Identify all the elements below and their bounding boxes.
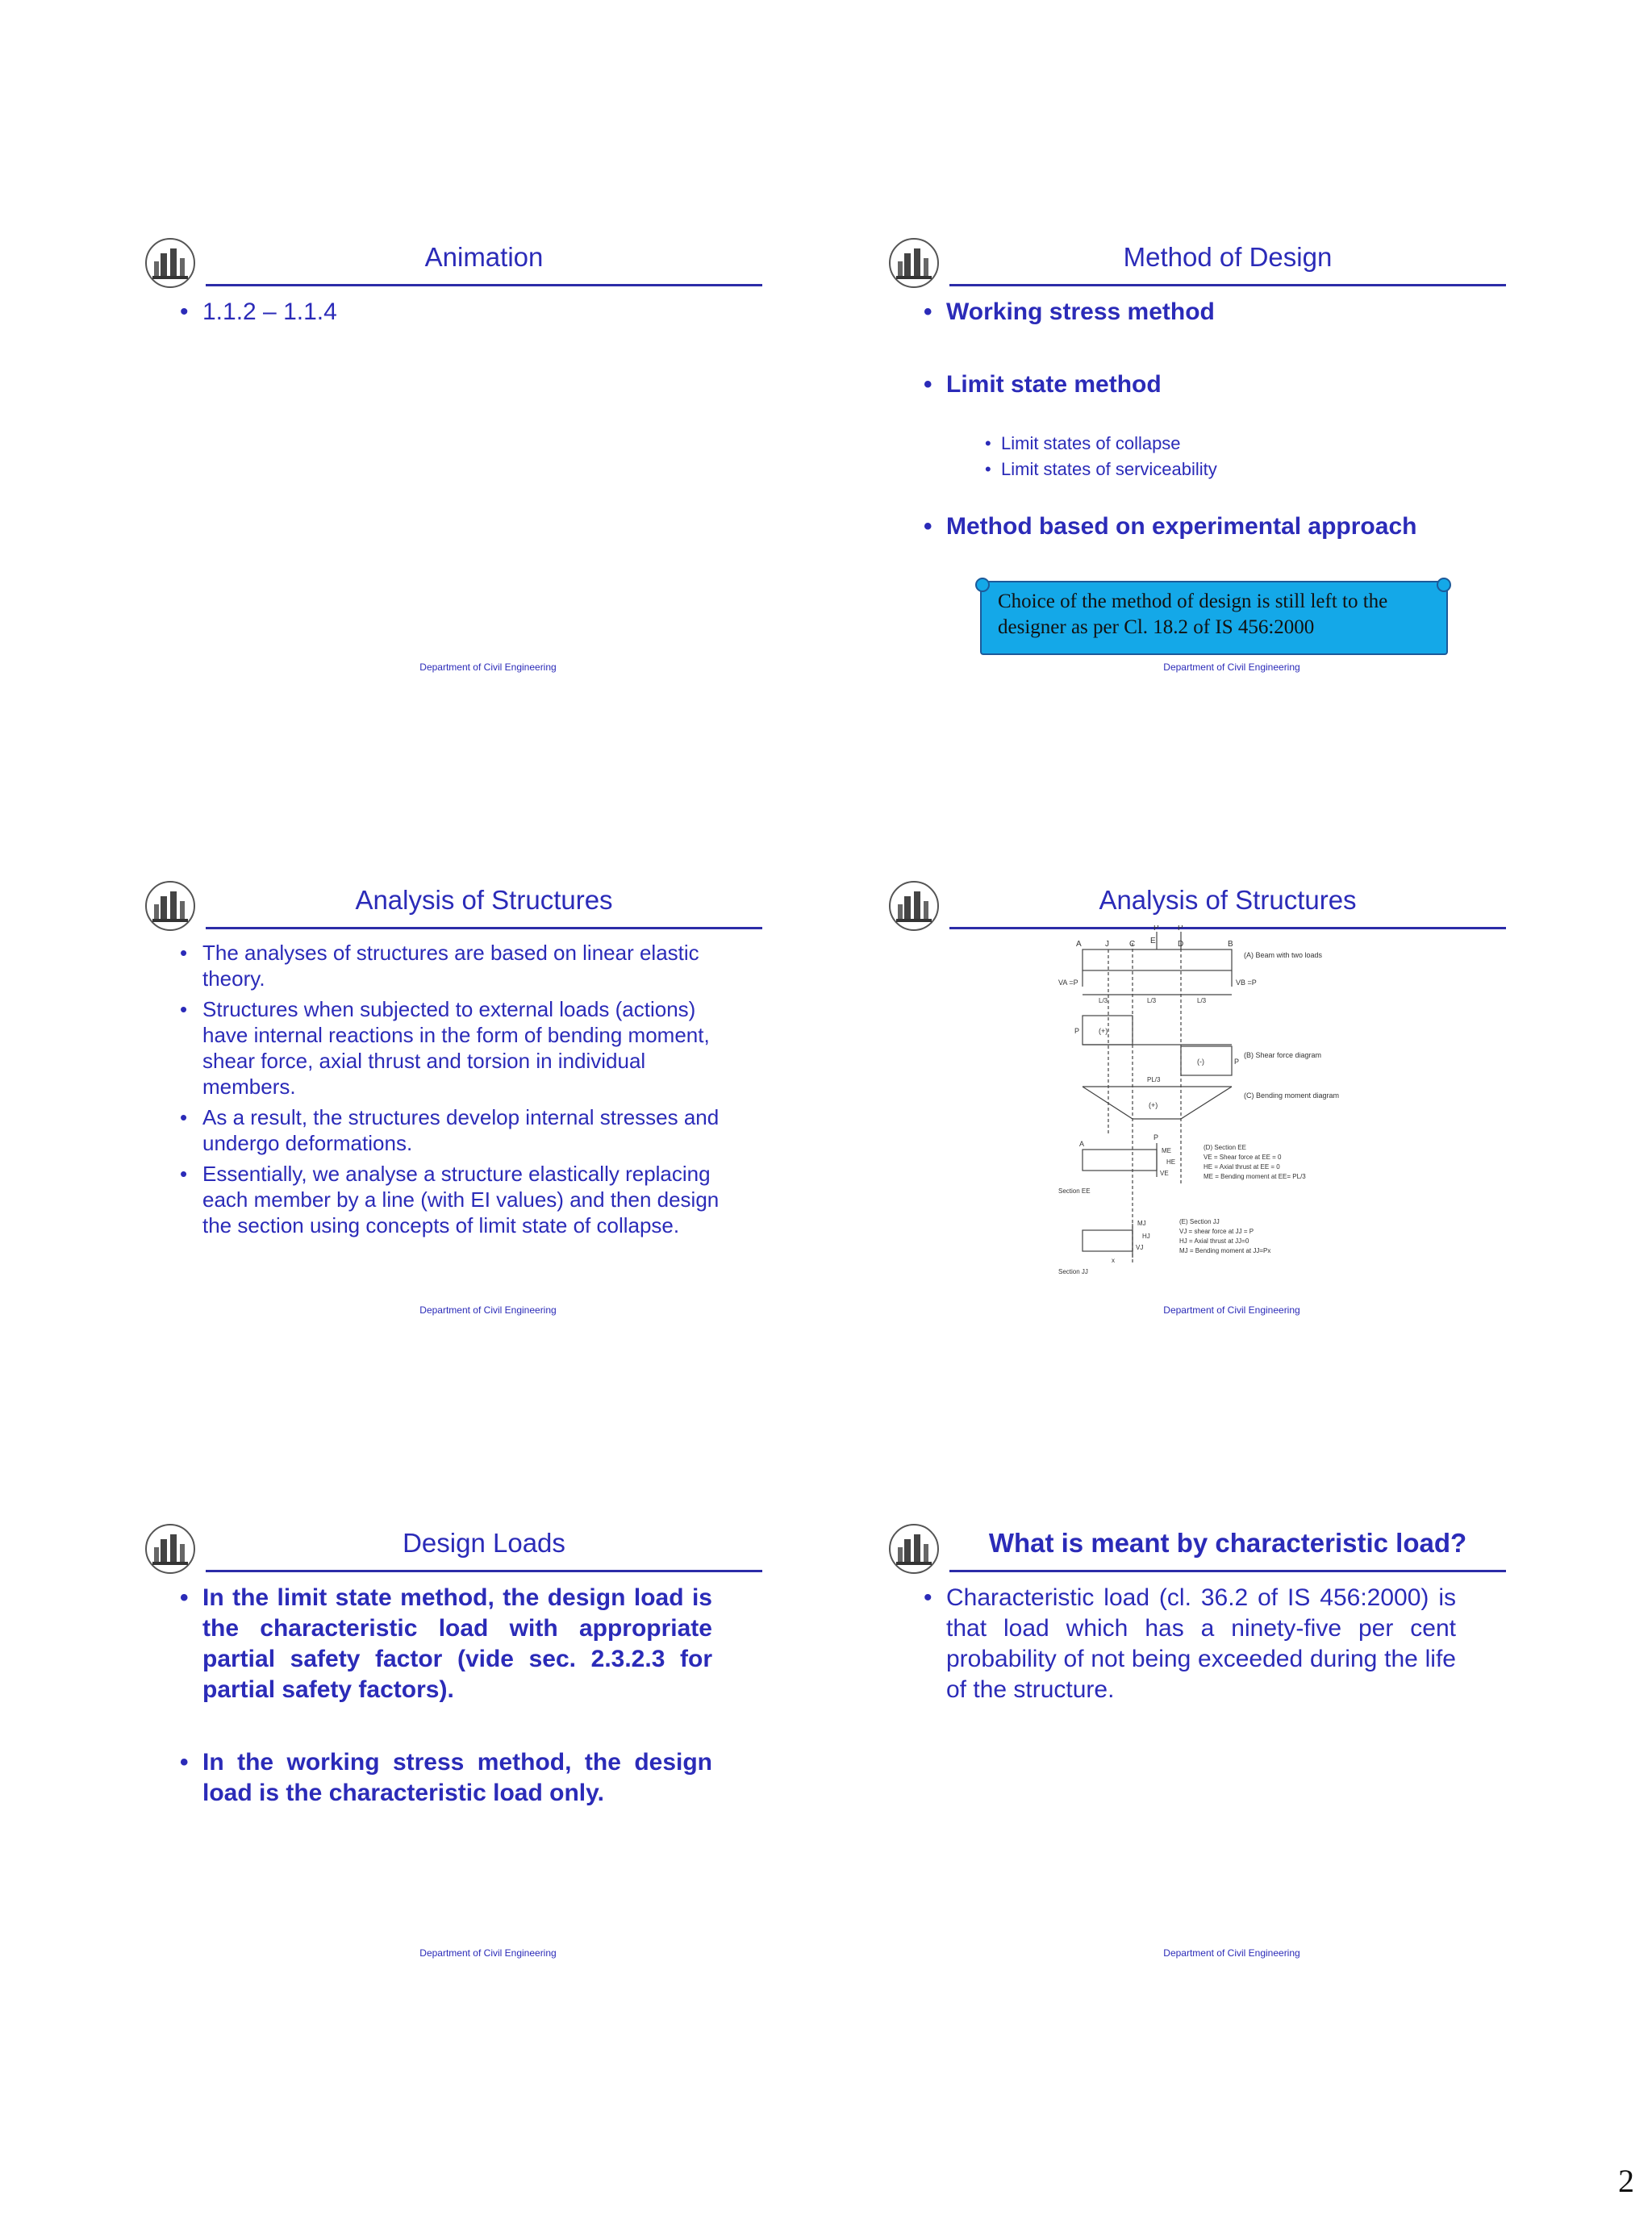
slide-footer: Department of Civil Engineering [419,1304,557,1316]
label-bending: (C) Bending moment diagram [1244,1091,1340,1100]
title-divider [206,1570,762,1572]
bullet-item: • The analyses of structures are based on linear elastic theory. [180,940,728,991]
label-he: HE [1166,1158,1176,1166]
college-logo-icon [885,234,943,292]
label-l3: L/3 [1197,997,1207,1004]
bullet-item: • Working stress method [924,297,1504,328]
title-divider [949,284,1506,286]
college-logo-icon [141,1520,199,1578]
slide-method-of-design [885,234,1579,750]
label-va: VA =P [1058,979,1078,987]
label-c: C [1129,940,1136,949]
label-d2: HE = Axial thrust at EE = 0 [1204,1163,1280,1171]
slide-footer: Department of Civil Engineering [1163,1304,1300,1316]
label-p: P [1234,1058,1240,1066]
label-a: A [1079,1140,1085,1148]
title-divider [949,1570,1506,1572]
slide-characteristic-load [885,1520,1579,2036]
beam-rect [1083,949,1232,970]
label-d: D [1178,940,1184,949]
beam-analysis-diagram [1058,925,1429,1280]
label-j: J [1105,940,1109,949]
label-e-title: (E) Section JJ [1179,1218,1220,1225]
college-logo-icon [885,877,943,935]
college-logo-icon [141,234,199,292]
scroll-curl-icon [1437,578,1451,592]
bullet-item: • In the working stress method, the design load is the characteristic load only. [180,1747,712,1809]
label-e1: VJ = shear force at JJ = P [1179,1228,1254,1235]
slide-title: Animation [424,242,544,272]
label-p: P [1074,1027,1080,1035]
title-divider [206,284,762,286]
shear-negative [1181,1046,1232,1075]
bullet-item: • Structures when subjected to external loads (actions) have internal reactions in the form of bending moment, shear force, axial thrust and torsion in individual members. [180,996,728,1100]
label-p: P [1153,1133,1159,1141]
label-e3: MJ = Bending moment at JJ=Px [1179,1247,1271,1254]
label-b: B [1228,940,1233,949]
section-ee-rect [1083,1150,1157,1171]
label-p: P [1178,925,1183,933]
college-logo-icon [141,877,199,935]
slide-title: Design Loads [403,1528,565,1558]
slide-title: Method of Design [1123,242,1333,272]
bullet-item: • In the limit state method, the design load is the characteristic load with appropriate partial safety factor (vide sec. 2.3.2.3 for partial safety factors). [180,1583,712,1705]
label-vb: VB =P [1236,979,1257,987]
bullet-item: • Essentially, we analyse a structure elastically replacing each member by a line (with EI values) and then design the section using concepts of limit state of collapse. [180,1161,728,1238]
label-e2: HJ = Axial thrust at JJ=0 [1179,1237,1249,1245]
slide-design-loads [141,1520,835,2036]
note-text: Choice of the method of design is still left to the designer as per Cl. 18.2 of IS 456:2000 [998,591,1388,638]
label-l3: L/3 [1147,997,1157,1004]
bullet-item: • Limit state method [924,369,1504,400]
slide-analysis-diagram [885,877,1579,1393]
page-number: 2 [1618,2163,1634,2199]
label-d-title: (D) Section EE [1204,1144,1246,1151]
slide-footer: Department of Civil Engineering [419,1947,557,1959]
scroll-curl-icon [975,578,990,592]
beam-diagram-svg [1058,925,1429,1280]
slide-analysis-text [141,877,835,1393]
label-e: E [1150,937,1156,945]
label-section-ee: Section EE [1058,1187,1091,1195]
label-beam: (A) Beam with two loads [1244,951,1323,959]
label-d1: VE = Shear force at EE = 0 [1204,1154,1282,1161]
note-scroll [980,581,1448,655]
slide-title: What is meant by characteristic load? [988,1528,1467,1558]
college-logo-icon [885,1520,943,1578]
bullet-item: • 1.1.2 – 1.1.4 [180,297,761,328]
sub-bullet-item: • Limit states of serviceability [985,457,1504,482]
label-p: P [1153,925,1159,933]
label-shear: (B) Shear force diagram [1244,1051,1322,1059]
label-plus: (+) [1099,1027,1108,1035]
bullet-item: • Characteristic load (cl. 36.2 of IS 456:2000) is that load which has a ninety-five per cent probability of not being exceeded during the life of the structure. [924,1583,1456,1705]
label-plus: (+) [1149,1101,1158,1109]
label-x: x [1112,1257,1115,1264]
label-ve: VE [1160,1170,1169,1177]
label-hj: HJ [1142,1233,1150,1240]
bullet-item: • Method based on experimental approach [924,511,1504,542]
label-l3: L/3 [1099,997,1108,1004]
slide-footer: Department of Civil Engineering [419,661,557,673]
label-minus: (-) [1197,1058,1204,1066]
slide-title: Analysis of Structures [355,885,613,915]
label-vj: VJ [1136,1244,1144,1251]
label-a: A [1076,940,1082,949]
label-mj: MJ [1137,1220,1146,1227]
section-jj-rect [1083,1230,1133,1251]
slide-title: Analysis of Structures [1099,885,1357,915]
label-pl3: PL/3 [1147,1076,1161,1083]
slide-animation [141,234,835,750]
label-d3: ME = Bending moment at EE= PL/3 [1204,1173,1306,1180]
title-divider [206,927,762,929]
label-section-jj: Section JJ [1058,1268,1088,1275]
sub-bullet-item: • Limit states of collapse [985,431,1504,457]
slide-footer: Department of Civil Engineering [1163,1947,1300,1959]
bullet-item: • As a result, the structures develop internal stresses and undergo deformations. [180,1104,728,1156]
label-me: ME [1162,1147,1171,1154]
slide-footer: Department of Civil Engineering [1163,661,1300,673]
